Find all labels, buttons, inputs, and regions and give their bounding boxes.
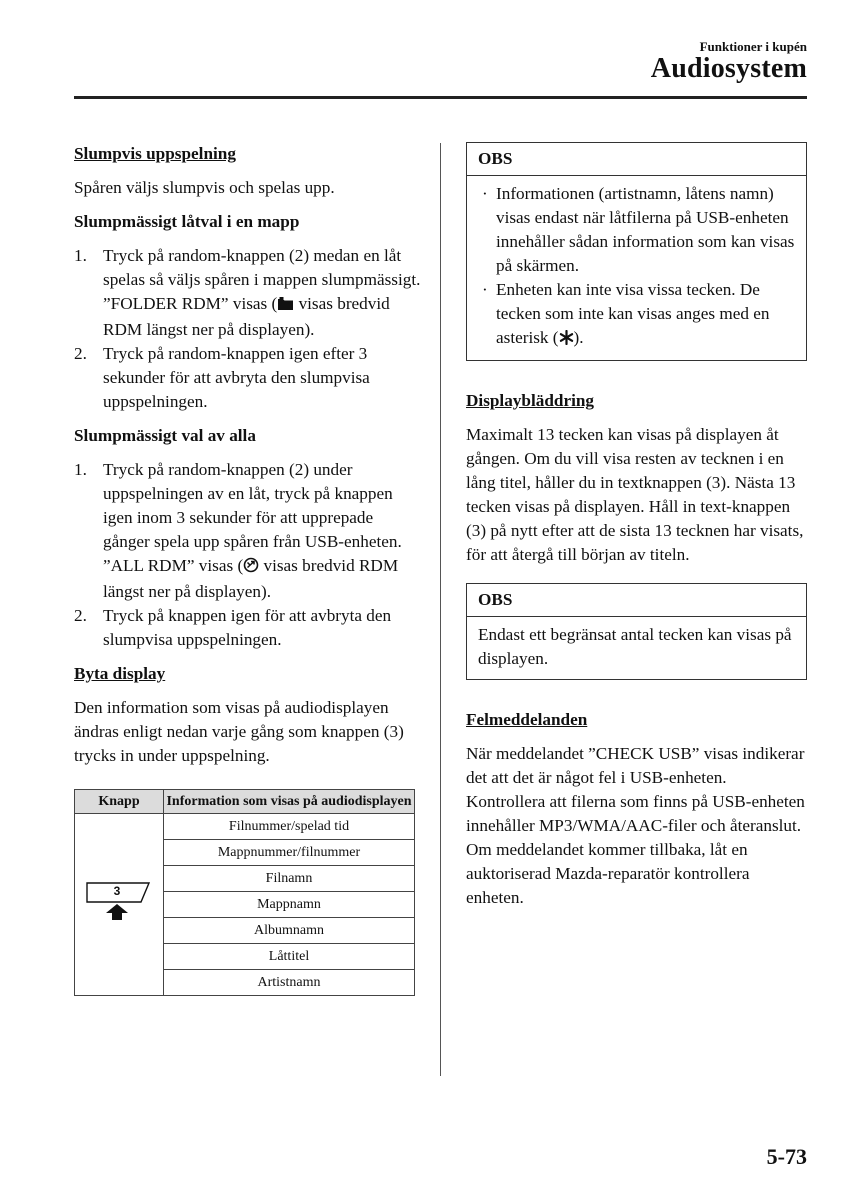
table-row: Filnummer/spelad tid [164, 814, 415, 840]
all-random-icon [243, 556, 259, 580]
list-item: 1. Tryck på random-knappen (2) under uppspelningen av en låt, tryck på knappen igen inom 3 sekunder för att upprepade gånger spela upp spåren från USB-enheten. ”ALL RDM” visas ( visas bredvid RDM längst ner på displayen). [74, 460, 402, 601]
random-intro: Spåren väljs slumpvis och spelas upp. [74, 178, 335, 197]
list-item: 1. Tryck på random-knappen (2) medan en låt spelas så väljs spåren i mappen slumpmässigt. ”FOLDER RDM” visas ( visas bredvid RDM längst ner på displayen). [74, 246, 421, 339]
obs-box-2 [466, 583, 807, 680]
random-playback-heading: Slumpvis uppspelning [74, 144, 236, 163]
page-title: Audiosystem [650, 53, 807, 84]
table-row: Låttitel [164, 944, 415, 970]
table-row: Mappnamn [164, 892, 415, 918]
obs-label: OBS [467, 584, 806, 617]
table-row: Albumnamn [164, 918, 415, 944]
display-scroll-text: Maximalt 13 tecken kan visas på displayen åt gången. Om du vill visa resten av tecknen i en lång titel, håller du in textknappen (3). Nästa 13 tecken visas på displayen. Håll in text-knappen (3) på nytt efter att de sista 13 tecknen har visats, för att återgå till början av titeln. [466, 425, 804, 564]
obs-box-1 [466, 142, 807, 361]
list-item: · Informationen (artistnamn, låtens namn) visas endast när låtfilerna på USB-enheten innehåller sådan information som kan visas på skärmen. [482, 184, 795, 275]
list-item: 2. Tryck på random-knappen igen efter 3 sekunder för att avbryta den slumpvisa uppspelningen. [74, 344, 370, 411]
all-random-steps [74, 458, 422, 652]
table-row: Mappnummer/filnummer [164, 840, 415, 866]
folder-random-heading: Slumpmässigt låtval i en mapp [74, 212, 300, 231]
page-number: 5-73 [766, 1144, 807, 1169]
section-label: Funktioner i kupén [699, 39, 807, 54]
table-row: Filnamn [164, 866, 415, 892]
column-divider [440, 143, 441, 1076]
list-item: 2. Tryck på knappen igen för att avbryta den slumpvisa uppspelningen. [74, 606, 392, 649]
left-column [74, 140, 422, 996]
change-display-intro: Den information som visas på audiodisplayen ändras enligt nedan varje gång som knappen (3) trycks in under uppspelning. [74, 698, 404, 765]
list-item: · Enheten kan inte visa vissa tecken. De tecken som inte kan visas anges med en asterisk ( ). [478, 278, 795, 352]
obs-text: Endast ett begränsat antal tecken kan visas på displayen. [478, 625, 792, 668]
obs-label: OBS [467, 143, 806, 176]
folder-random-steps [74, 244, 422, 414]
display-table [74, 789, 415, 996]
change-display-heading: Byta display [74, 664, 166, 683]
table-row: Artistnamn [164, 970, 415, 996]
asterisk-icon [559, 328, 574, 352]
header-rule [74, 96, 807, 99]
right-column [466, 142, 807, 910]
error-messages-heading: Felmeddelanden [466, 710, 588, 729]
button-3-cell [75, 814, 164, 996]
table-header-info: Information som visas på audiodisplayen [164, 790, 415, 814]
all-random-heading: Slumpmässigt val av alla [74, 426, 256, 445]
obs-bullets [478, 182, 795, 352]
error-messages-text: När meddelandet ”CHECK USB” visas indikerar det att det är något fel i USB-enheten. Kontrollera att filerna som finns på USB-enheten innehåller MP3/WMA/AAC-filer och återanslut. Om meddelandet kommer tillbaka, låt en auktoriserad Mazda-reparatör kontrollera enheten. [466, 744, 805, 907]
folder-icon [277, 294, 294, 318]
button-3-icon: 3 [83, 880, 155, 924]
display-scroll-heading: Displaybläddring [466, 391, 594, 410]
table-header-button: Knapp [75, 790, 164, 814]
